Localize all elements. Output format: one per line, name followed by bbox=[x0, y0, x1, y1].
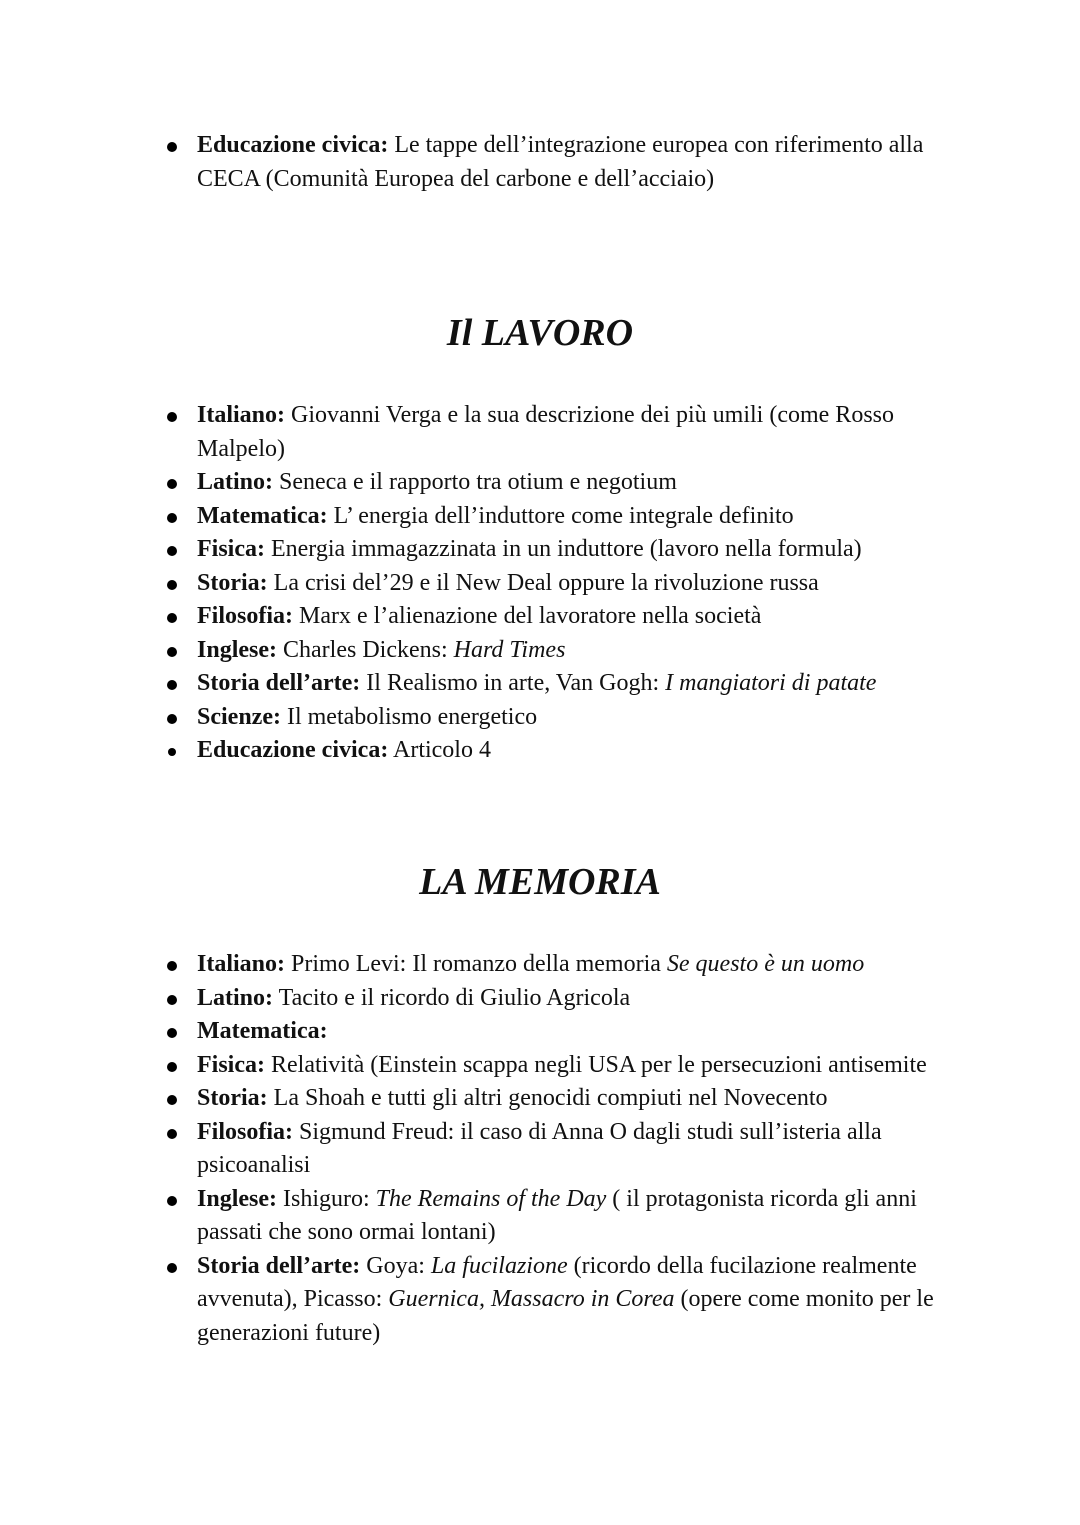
bullet-icon bbox=[167, 961, 177, 971]
item-text: Relatività (Einstein scappa negli USA per le persecuzioni antisemite bbox=[264, 1051, 927, 1078]
bullet-icon bbox=[167, 142, 177, 152]
list-item bbox=[164, 600, 954, 634]
bullet-icon bbox=[167, 714, 177, 724]
item-text: Il Realismo in arte, Van Gogh: bbox=[360, 670, 666, 696]
item-text: Giovanni Verga e la sua descrizione dei più umili (come Rosso Malpelo) bbox=[197, 402, 894, 462]
item-text: Il metabolismo energetico bbox=[280, 703, 538, 730]
bullet-icon bbox=[167, 513, 177, 523]
subject-label: Matematica: bbox=[197, 502, 328, 529]
memoria-list bbox=[164, 948, 954, 1350]
bullet-icon bbox=[168, 748, 176, 756]
work-title: I mangiatori di patate bbox=[665, 670, 877, 696]
subject-label: Fisica: bbox=[197, 1051, 265, 1078]
work-title: The Remains of the Day bbox=[375, 1185, 607, 1212]
list-item bbox=[164, 129, 954, 196]
list-item bbox=[164, 1082, 954, 1116]
subject-label: Educazione civica: bbox=[197, 737, 389, 763]
list-item bbox=[164, 667, 954, 701]
list-item bbox=[164, 500, 954, 534]
subject-label: Filosofia: bbox=[197, 1118, 293, 1145]
item-text: ( il protagonista ricorda gli anni passati che sono ormai lontani) bbox=[197, 1185, 917, 1245]
subject-label: Storia dell’arte: bbox=[197, 670, 361, 696]
subject-label: Italiano: bbox=[197, 402, 286, 428]
list-item bbox=[164, 1015, 954, 1049]
lavoro-list bbox=[164, 399, 954, 768]
bullet-icon bbox=[167, 1095, 177, 1105]
bullet-icon bbox=[167, 479, 177, 489]
bullet-icon bbox=[167, 1263, 177, 1273]
item-text: (ricordo della fucilazione realmente avvenuta), Picasso: bbox=[197, 1252, 917, 1312]
bullet-icon bbox=[167, 1196, 177, 1206]
subject-label: Educazione civica: bbox=[197, 132, 389, 158]
item-text: Articolo 4 bbox=[388, 737, 491, 763]
subject-label: Italiano: bbox=[197, 951, 286, 977]
item-text: Charles Dickens: bbox=[277, 636, 454, 663]
list-item bbox=[164, 1116, 954, 1183]
item-text: Primo Levi: Il romanzo della memoria bbox=[285, 951, 667, 977]
item-text: L’ energia dell’induttore come integrale definito bbox=[327, 502, 794, 529]
section-title-memoria: LA MEMORIA bbox=[419, 861, 661, 903]
list-item bbox=[164, 701, 954, 735]
list-item bbox=[164, 399, 954, 466]
subject-label: Fisica: bbox=[197, 536, 265, 562]
bullet-icon bbox=[167, 1028, 177, 1038]
item-text: (opere come monito per le generazioni future) bbox=[197, 1286, 934, 1346]
item-text: Goya: bbox=[360, 1252, 431, 1279]
list-item bbox=[164, 1183, 954, 1250]
work-title: Se questo è un uomo bbox=[666, 951, 865, 977]
bullet-icon bbox=[167, 1129, 177, 1139]
bullet-icon bbox=[167, 546, 177, 556]
list-item bbox=[164, 1250, 954, 1351]
work-title: La fucilazione bbox=[430, 1252, 568, 1279]
bullet-icon bbox=[167, 412, 177, 422]
bullet-icon bbox=[167, 995, 177, 1005]
item-text: La crisi del’29 e il New Deal oppure la rivoluzione russa bbox=[267, 569, 819, 596]
bullet-icon bbox=[167, 680, 177, 690]
item-text: Marx e l’alienazione del lavoratore nella società bbox=[293, 603, 762, 629]
work-title: Guernica, Massacro in Corea bbox=[388, 1286, 675, 1312]
list-item bbox=[164, 567, 954, 601]
subject-label: Matematica: bbox=[197, 1018, 328, 1044]
list-item bbox=[164, 734, 954, 768]
item-text: La Shoah e tutti gli altri genocidi compiuti nel Novecento bbox=[267, 1085, 828, 1111]
list-item bbox=[164, 533, 954, 567]
item-text: Le tappe dell’integrazione europea con riferimento alla CECA (Comunità Europea del carbone e dell’acciaio) bbox=[197, 132, 924, 192]
work-title: Hard Times bbox=[453, 636, 566, 663]
item-text: Tacito e il ricordo di Giulio Agricola bbox=[273, 984, 631, 1011]
subject-label: Storia: bbox=[197, 569, 268, 596]
list-item bbox=[164, 634, 954, 668]
subject-label: Inglese: bbox=[197, 636, 277, 663]
subject-label: Scienze: bbox=[197, 703, 281, 730]
item-text: Sigmund Freud: il caso di Anna O dagli studi sull’isteria alla psicoanalisi bbox=[197, 1118, 882, 1178]
section-title-lavoro: Il LAVORO bbox=[446, 312, 634, 354]
subject-label: Latino: bbox=[197, 469, 274, 495]
subject-label: Latino: bbox=[197, 984, 274, 1011]
subject-label: Inglese: bbox=[197, 1185, 277, 1212]
item-text: Energia immagazzinata in un induttore (lavoro nella formula) bbox=[264, 536, 862, 562]
subject-label: Storia: bbox=[197, 1085, 268, 1111]
bullet-icon bbox=[167, 580, 177, 590]
bullet-icon bbox=[167, 647, 177, 657]
list-item bbox=[164, 466, 954, 500]
subject-label: Filosofia: bbox=[197, 603, 293, 629]
list-item bbox=[164, 948, 954, 982]
list-item bbox=[164, 982, 954, 1016]
item-text: Ishiguro: bbox=[277, 1185, 376, 1212]
list-item bbox=[164, 1049, 954, 1083]
item-text: Seneca e il rapporto tra otium e negotium bbox=[273, 469, 677, 495]
bullet-icon bbox=[167, 613, 177, 623]
bullet-icon bbox=[167, 1062, 177, 1072]
intro-list bbox=[164, 129, 954, 196]
subject-label: Storia dell’arte: bbox=[197, 1252, 361, 1279]
